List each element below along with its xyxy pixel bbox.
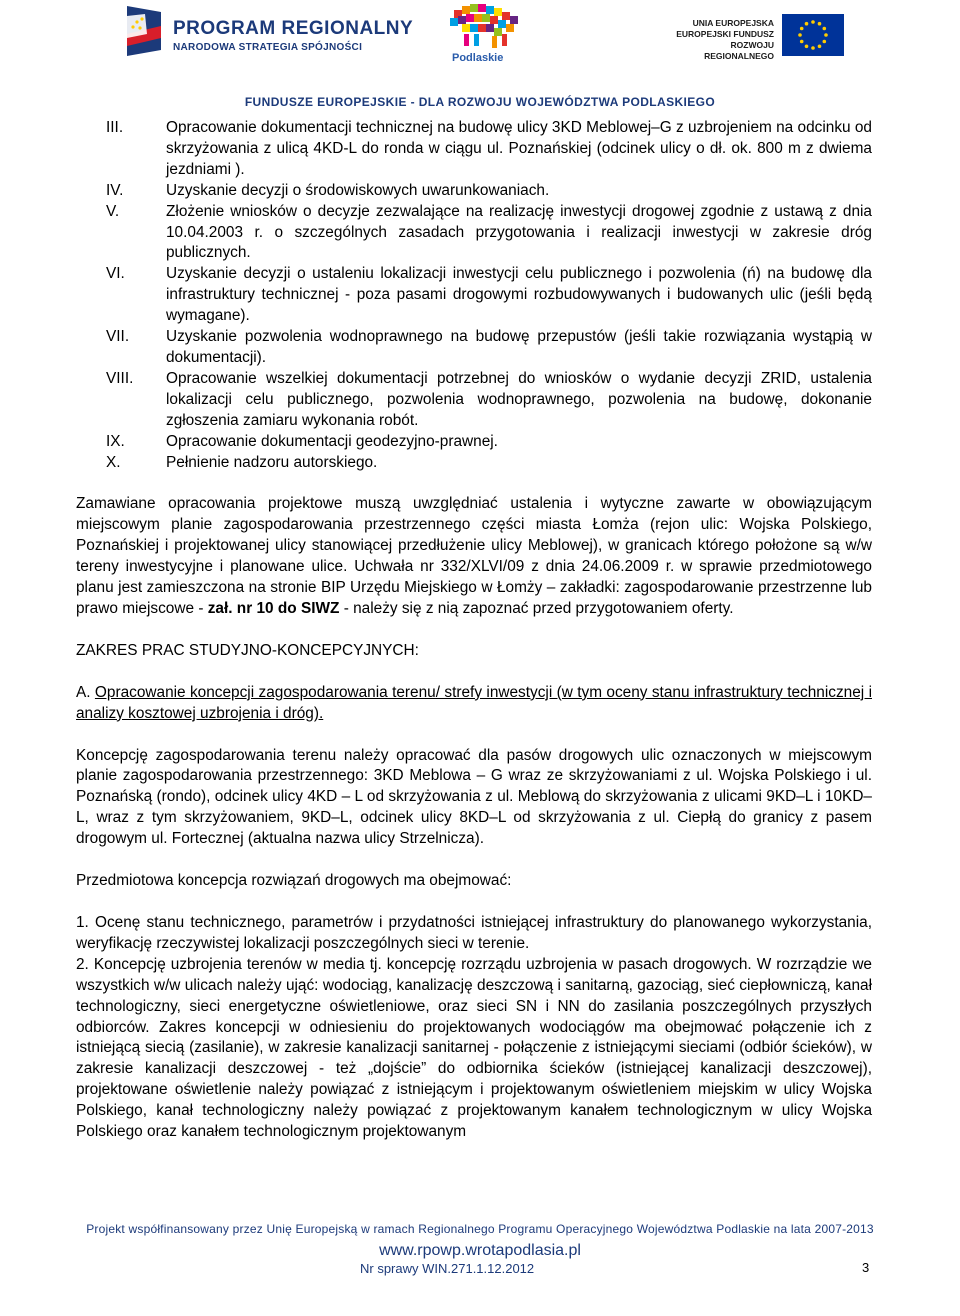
eu-logo bbox=[670, 14, 850, 61]
page-number: 3 bbox=[862, 1260, 870, 1275]
list-text: Złożenie wniosków o decyzje zezwalające na realizację inwestycji drogowej zgodnie z ustawą z dnia 10.04.2003 r. o szczególnych zasadach przygotowania i realizacji inwestycji w zakresie dróg publicznych. bbox=[166, 202, 872, 262]
list-text: Opracowanie wszelkiej dokumentacji potrzebnej do wniosków o wydanie decyzji ZRID, ustalenia lokalizacji celu publicznego, pozwolenia wodnoprawnego, pozwolenia na budowę, dokonanie zgłoszenia zamiaru wykonania robót. bbox=[166, 369, 872, 429]
bison-mosaic-icon bbox=[440, 2, 550, 52]
list-text: Opracowanie dokumentacji geodezyjno-prawnej. bbox=[166, 432, 498, 450]
list-text: Opracowanie dokumentacji technicznej na budowę ulicy 3KD Meblowej–G z uzbrojeniem na odcinku od skrzyżowania z ulicą 4KD-L do ronda w ciągu ul. Poznańskiej (odcinek ulicy o dł. ok. 800 m z dwiema jezdniami ). bbox=[166, 119, 872, 178]
list-number: IV. bbox=[106, 181, 124, 199]
paragraph-koncepcje: Koncepcję zagospodarowania terenu należy opracować dla pasów drogowych ulic oznaczonych w miejscowym planie zagospodarowania przestrzennego: 3KD Meblowa – G wraz ze skrzyżowaniami z ul. Wojska Polskiego i ul. Poznańską (rondo), odcinek ulicy 4KD – L od skrzyżowania z ul. Meblową do skrzyżowania z ulicami 9KD–L i 10KD–L, wraz z tym skrzyżowaniem, 9KD–L, odcinek ulicy 8KD–L od skrzyżowania z ul. Ciepłą do granicy z pasem drogowym ul. Fortecznej (aktualna nazwa ulicy Strzelnicza). bbox=[76, 746, 872, 848]
eu-flag-icon bbox=[782, 14, 844, 56]
eu-line-2: EUROPEJSKI FUNDUSZ bbox=[676, 29, 774, 39]
program-regionalny-logo bbox=[125, 4, 414, 60]
logo-subtitle: NARODOWA STRATEGIA SPÓJNOŚCI bbox=[173, 42, 363, 53]
logo-title: PROGRAM REGIONALNY bbox=[173, 18, 414, 39]
eu-logo-text bbox=[670, 18, 774, 62]
list-number: VIII. bbox=[106, 369, 134, 387]
list-item bbox=[76, 118, 872, 181]
section-a-title bbox=[76, 683, 872, 725]
list-text: Uzyskanie decyzji o ustaleniu lokalizacji inwestycji celu publicznego i pozwolenia (ń) na budowę dla infrastruktury technicznej - poza pasami drogowymi rozbudowywanych i budowanych ulic (jeśli będą wymagane). bbox=[166, 265, 872, 325]
list-number: IX. bbox=[106, 432, 125, 450]
attachment-reference: zał. nr 10 do SIWZ bbox=[207, 599, 340, 617]
list-number: III. bbox=[106, 119, 124, 136]
page-footer bbox=[0, 1216, 960, 1316]
list-item bbox=[76, 264, 872, 327]
point-1: 1. Ocenę stanu technicznego, parametrów i przydatności istniejącej infrastruktury do planowanego wykorzystania, weryfikację rzeczywistej lokalizacji poszczególnych sieci w terenie. bbox=[76, 914, 872, 952]
paragraph-tail: - należy się z nią zapoznać przed przygotowaniem oferty. bbox=[339, 599, 734, 617]
list-number: X. bbox=[106, 453, 121, 471]
list-item bbox=[76, 181, 872, 202]
website-link[interactable]: www.rpowp.wrotapodlasia.pl bbox=[379, 1242, 581, 1259]
eu-line-1: UNIA EUROPEJSKA bbox=[692, 18, 774, 28]
paragraph-text: Zamawiane opracowania projektowe muszą uwzględniać ustalenia i wytyczne zawarte w obowiązującym miejscowym planie zagospodarowania przestrzennego części miasta Łomża (rejon ulic: Wojska Polskiego, Poznańskiej i projektowanej ulicy stanowiącej przedłużenie ulicy Meblowej), w granicach którego położone są w/w tereny inwestycyjne i planowane ulice. Uchwała nr 332/XLVI/09 z dnia 24.06.2009 r. w sprawie przedmiotowego planu jest zamieszczona na stronie BIP Urzędu Miejskiego w Łomży – zakładki: zagospodarowanie przestrzenne lub prawo miejscowe - bbox=[76, 495, 872, 617]
task-list bbox=[76, 118, 872, 473]
funds-banner: FUNDUSZE EUROPEJSKIE - DLA ROZWOJU WOJEWÓDZTWA PODLASKIEGO bbox=[244, 95, 716, 109]
document-body bbox=[76, 118, 872, 1143]
section-a-prefix: A. bbox=[76, 683, 95, 701]
point-2: 2. Koncepcję uzbrojenia terenów w media tj. koncepcję rozrządu uzbrojenia w pasach drogowych. W rozrządzie we wszystkich w/w ulicach należy ująć: wodociąg, kanalizację deszczową i sanitarną, gazociąg, sieć ciepłowniczą, kanał technologiczny, sieci energetyczne oświetleniowe, oraz sieci SN i NN do zasilania poszczególnych przyszłych odbiorców. Zakres koncepcji w odniesieniu do projektowanych wodociągów ma obejmować połączenie ich z istniejącą siecią (zasilanie), w zakresie kanalizacji sanitarnej - połączenie z istniejącymi sieciami (odbiór ścieków), w zakresie kanalizacji deszczowej - też „dojście” do odbiornika ścieków (istniejącej kanalizacji deszczowej), projektowane oświetlenie należy powiązać z istniejącym i projektowanym oświetleniem miejskim w ulicy Wojska Polskiego, kanał technologiczny należy powiązać z projektowanym kanałem technologicznym w ulicy Wojska Polskiego oraz kanałem technologicznym projektowanym bbox=[76, 955, 872, 1141]
paragraph-zamawiane bbox=[76, 494, 872, 619]
section-a-text: Opracowanie koncepcji zagospodarowania terenu/ strefy inwestycji (w tym oceny stanu infrastruktury technicznej i analizy kosztowej uzbrojenia i dróg). bbox=[76, 683, 872, 722]
list-number: VI. bbox=[106, 265, 125, 283]
list-text: Pełnienie nadzoru autorskiego. bbox=[166, 453, 378, 471]
list-text: Uzyskanie pozwolenia wodnoprawnego na budowę przepustów (jeśli takie rozwiązania wystąpią w dokumentacji). bbox=[166, 328, 872, 366]
cofinancing-note: Projekt współfinansowany przez Unię Europejską w ramach Regionalnego Programu Operacyjnego Województwa Podlaskie na lata 2007-2013 bbox=[86, 1222, 874, 1236]
list-item bbox=[76, 202, 872, 265]
list-item bbox=[76, 432, 872, 453]
eu-line-3: ROZWOJU REGIONALNEGO bbox=[704, 40, 774, 61]
case-number: Nr sprawy WIN.271.1.12.2012 bbox=[360, 1261, 535, 1276]
podlaskie-logo bbox=[440, 2, 550, 66]
page-header bbox=[0, 0, 960, 115]
paragraph-przedmiotowa: Przedmiotowa koncepcja rozwiązań drogowych ma obejmować: bbox=[76, 872, 512, 890]
list-item bbox=[76, 369, 872, 432]
list-number: VII. bbox=[106, 328, 130, 346]
program-regionalny-flag-icon bbox=[125, 4, 163, 58]
list-item bbox=[76, 327, 872, 369]
podlaskie-label: Podlaskie bbox=[452, 52, 504, 64]
section-heading: ZAKRES PRAC STUDYJNO-KONCEPCYJNYCH: bbox=[76, 641, 419, 659]
list-item bbox=[76, 453, 872, 474]
list-number: V. bbox=[106, 202, 120, 220]
list-text: Uzyskanie decyzji o środowiskowych uwarunkowaniach. bbox=[166, 181, 550, 199]
